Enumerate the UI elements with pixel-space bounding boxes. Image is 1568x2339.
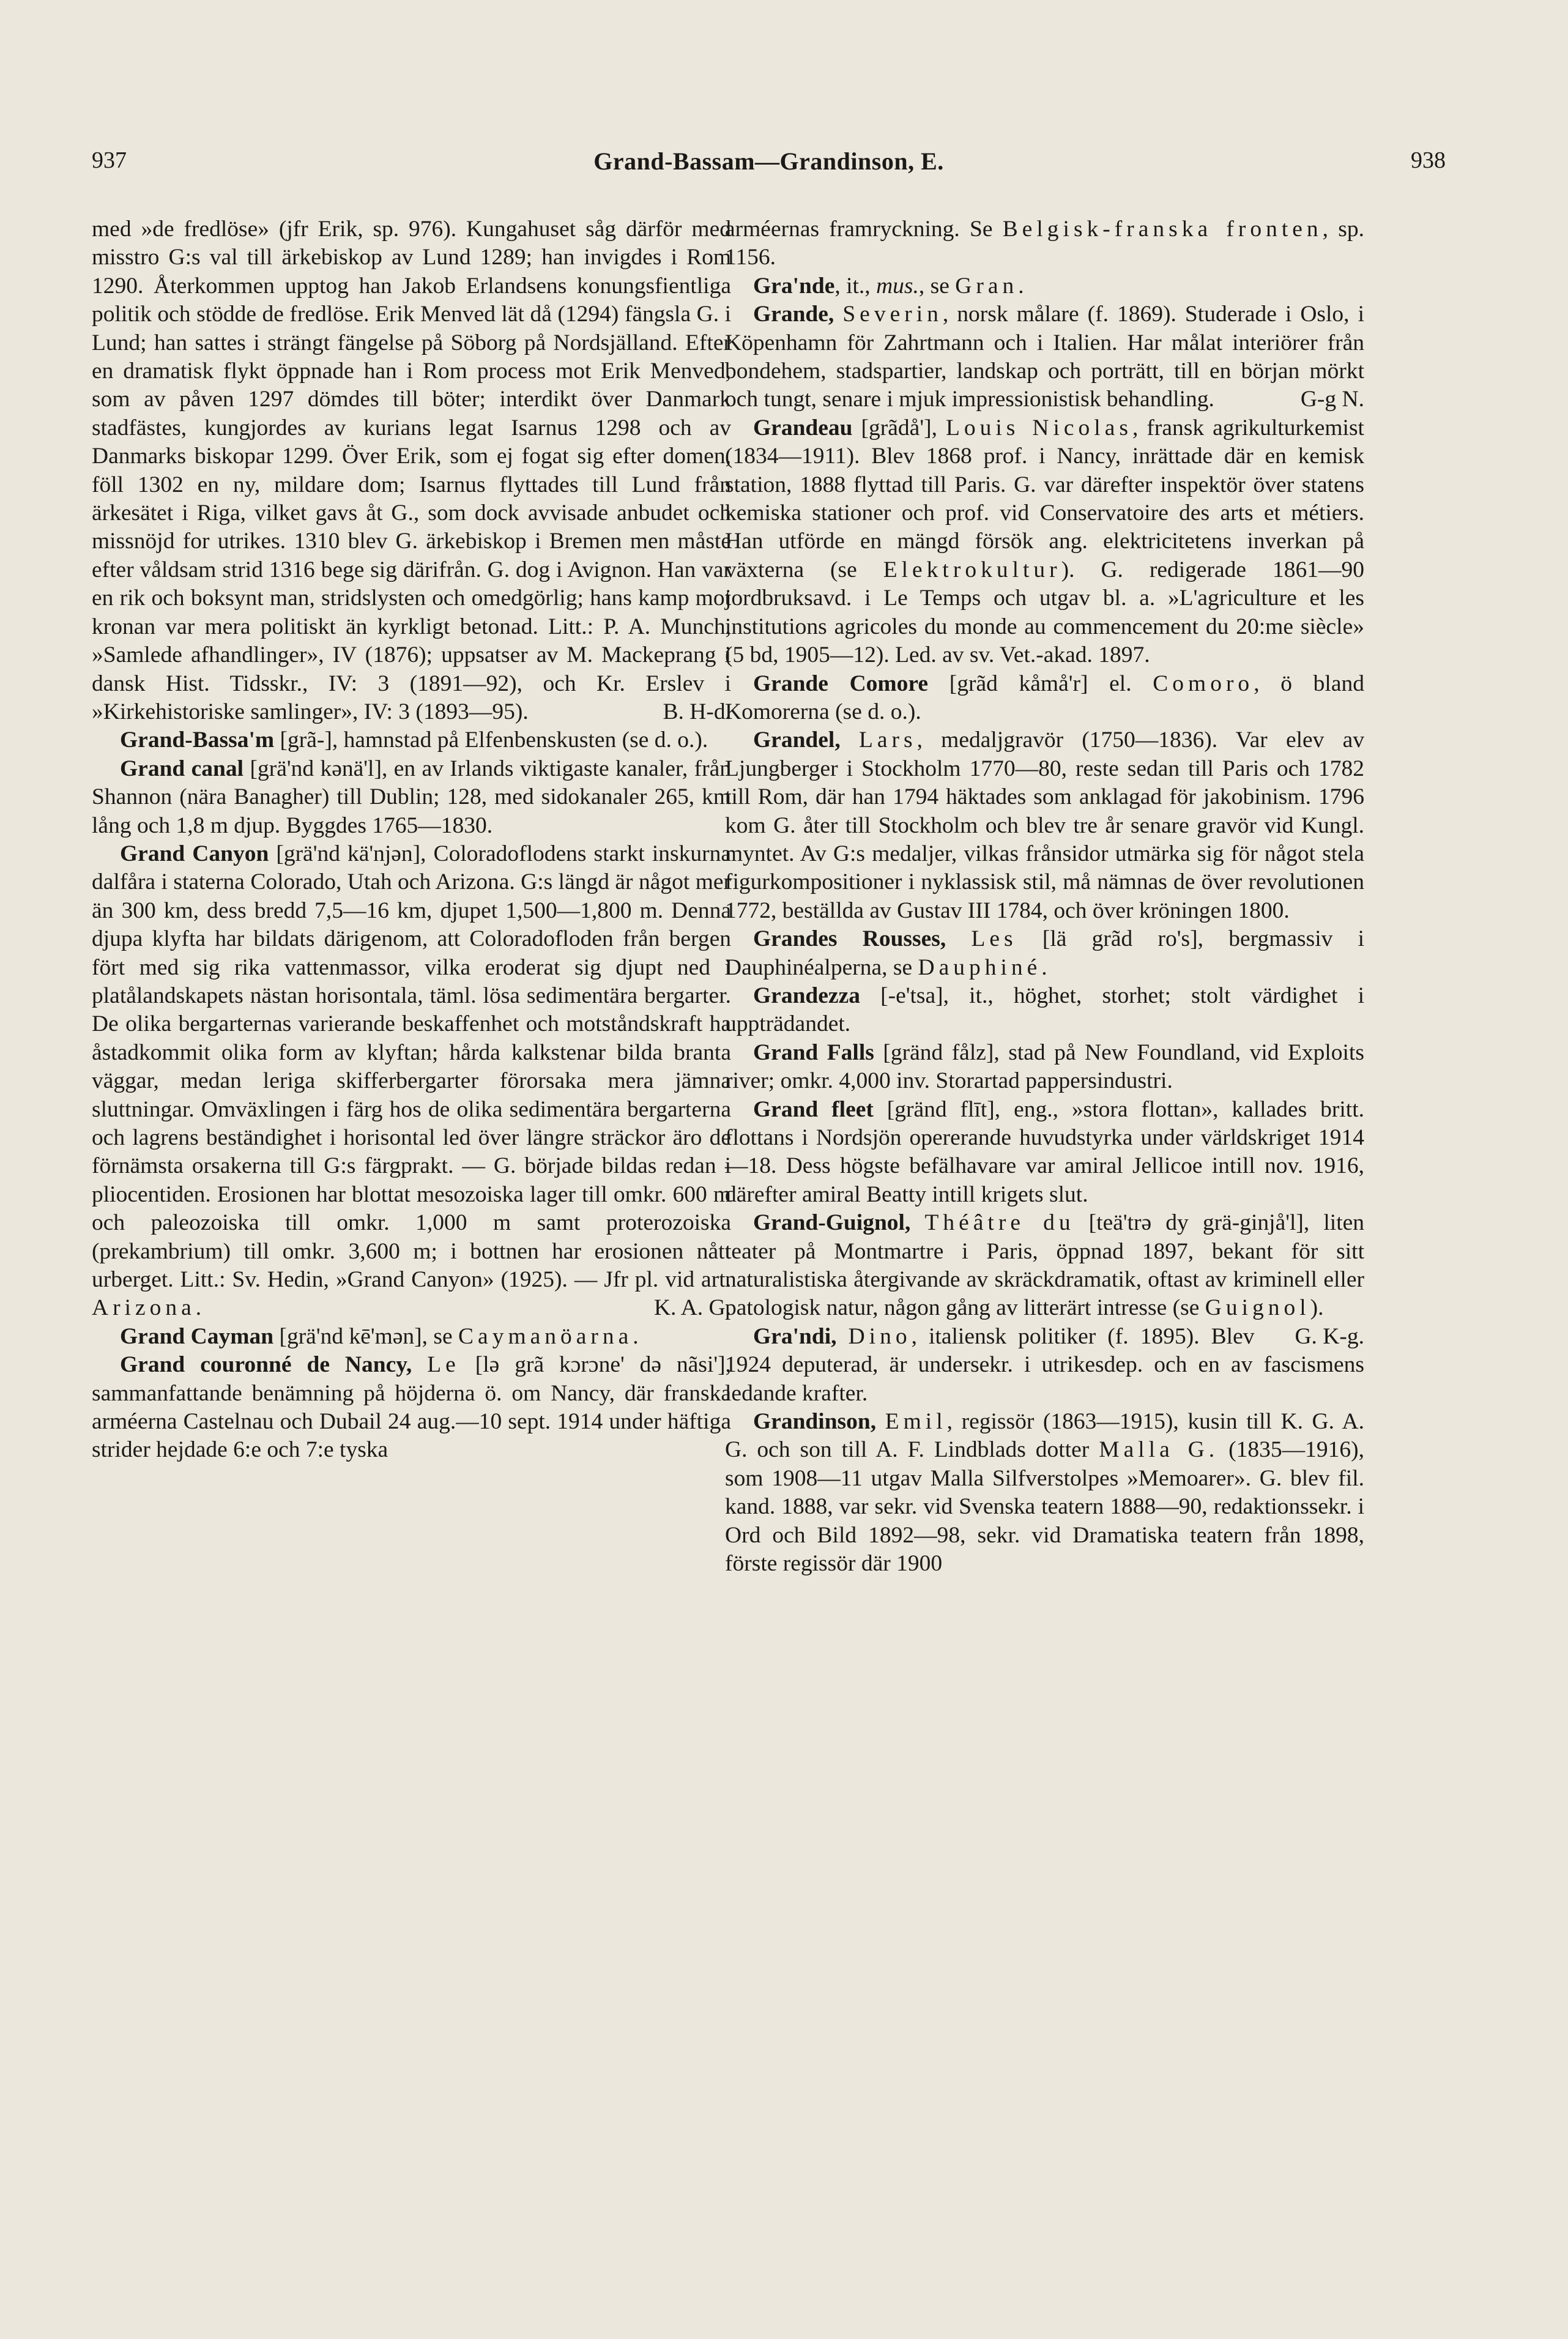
given-name: Théâtre du <box>924 1210 1075 1236</box>
given-name: Emil <box>885 1409 947 1435</box>
running-title: Grand-Bassam—Grandinson, E. <box>593 147 944 175</box>
entry-grande-it: Gra'nde, it., mus., se Gran. <box>753 273 1024 299</box>
entry-grandi: Gra'ndi, Dino, italiensk politiker (f. 1895). Blev 1924 deputerad, är undersekr. i utrikesdep. och en av fascismens ledande krafter. <box>725 1323 1364 1406</box>
entry-grand-couronne: Grand couronné de Nancy, Le [lə grã kɔrɔne' də nãsi'], sammanfattande benämning på höjderna ö. om Nancy, där franska arméerna Castelnau och Dubail 24 aug.—10 sept. 1914 under häftiga strider hejdade 6:e och 7:e tyska <box>92 1352 732 1463</box>
entry-grandeau: Grandeau [grãdå'], Louis Nicolas, fransk agrikulturkemist (1834—1911). Blev 1868 prof. i Nancy, inrättade där en kemisk station, 1888 flyttad till Paris. G. var därefter inspektör över statens kemiska stationer och prof. vid Conservatoire des arts et métiers. Han utförde en mängd försök ang. elektricitetens inverkan på växterna (se Elektrokultur). G. redigerade 1861—90 jordbruksavd. i Le Temps och utgav bl. a. »L'agriculture et les institutions agricoles du monde au commencement du 20:me siècle» (5 bd, 1905—12). Led. av sv. Vet.-akad. 1897. <box>725 415 1364 668</box>
headword: Gra'nde <box>753 273 835 299</box>
right-column <box>725 215 1364 1579</box>
running-header <box>92 147 1446 190</box>
given-name: Lars <box>858 727 917 753</box>
cross-reference: Guignol <box>1205 1295 1310 1321</box>
entry-grand-guignol: Grand-Guignol, Théâtre du [teä'trə dy grä-ginjå'l], liten teater på Montmartre i Paris, öppnad 1897, bekant för sitt naturalistiska återgivande av skräckdramatik, oftast av kriminell eller patologisk natur, någon gång av litterärt intresse (se Guignol). G. K-g. <box>725 1209 1364 1323</box>
entry-grand-falls: Grand Falls [gränd fålz], stad på New Foundland, vid Exploits river; omkr. 4,000 inv. Storartad pappersindustri. <box>725 1039 1364 1094</box>
headword: Gra'ndi, <box>753 1323 837 1349</box>
cross-reference: Comoro <box>1153 671 1254 696</box>
headword: Grand couronné de Nancy, <box>120 1352 412 1378</box>
entry-continuation: arméernas framryckning. Se Belgisk-franska fronten, sp. 1156. <box>725 217 1364 270</box>
headword: Grand-Guignol, <box>753 1210 911 1236</box>
entry-grande-comore: Grande Comore [grãd kåmå'r] el. Comoro, ö bland Komorerna (se d. o.). <box>725 671 1364 724</box>
signature: G. K-g. <box>1295 1323 1364 1349</box>
cross-reference: Arizona <box>92 1295 196 1321</box>
signature: G-g N. <box>1300 387 1364 412</box>
headword: Grande, <box>753 302 834 327</box>
headword: Grandel, <box>753 727 841 753</box>
entry-grandel: Grandel, Lars, medaljgravör (1750—1836). Var elev av Ljungberger i Stockholm 1770—80, reste sedan till Paris och 1782 till Rom, där han 1794 häktades som anklagad för jakobinism. 1796 kom G. åter till Stockholm och blev tre år senare gravör vid Kungl. myntet. Av G:s medaljer, vilkas frånsidor utmärka sig för något stela figurkompositioner i nyklassisk stil, må nämnas de över revolutionen 1772, beställda av Gustav III 1784, och över kröningen 1800. <box>725 727 1365 923</box>
headword: Grand fleet <box>753 1096 874 1122</box>
entry-grand-cayman: Grand Cayman [grä'nd kē'mən], se Caymanöarna. <box>120 1323 639 1349</box>
entry-grand-canal: Grand canal [grä'nd kənä'l], en av Irlands viktigaste kanaler, från Shannon (nära Banagher) till Dublin; 128, med sidokanaler 265, km lång och 1,8 m djup. Byggdes 1765—1830. <box>92 756 731 838</box>
given-name: Le <box>427 1352 460 1378</box>
cross-reference: Caymanöarna <box>458 1323 633 1349</box>
entry-grand-bassam: Grand-Bassa'm [grã-], hamnstad på Elfenbenskusten (se d. o.). <box>120 727 708 753</box>
given-name: Dino <box>848 1323 912 1349</box>
given-name: Severin <box>842 302 943 327</box>
headword: Grand Falls <box>753 1039 874 1065</box>
entry-grand-fleet: Grand fleet [gränd flīt], eng., »stora flottan», kallades britt. flottans i Nordsjön opererande huvudstyrka under världskriget 1914—18. Dess högste befälhavare var amiral Jellicoe intill nov. 1916, därefter amiral Beatty intill krigets slut. <box>725 1096 1364 1207</box>
headword: Grand Canyon <box>120 841 269 866</box>
headword: Grandeau <box>753 415 853 441</box>
entry-grandezza: Grandezza [-e'tsa], it., höghet, storhet; stolt värdighet i uppträdandet. <box>725 983 1364 1037</box>
headword: Grand-Bassa'm <box>120 727 275 753</box>
page-number-left: 937 <box>92 147 127 173</box>
page-number-right: 938 <box>1411 147 1446 173</box>
cross-reference: Elektrokultur <box>883 557 1061 582</box>
headword: Grand canal <box>120 756 244 781</box>
signature: K. A. G. <box>653 1295 731 1321</box>
entry-grandes-rousses: Grandes Rousses, Les [lä grãd ro's], bergmassiv i Dauphinéalperna, se Dauphiné. <box>725 926 1365 980</box>
headword: Grandes Rousses, <box>753 926 946 952</box>
headword: Grandinson, <box>753 1409 877 1435</box>
cross-reference: Malla G. <box>1099 1437 1219 1463</box>
given-name: Les <box>971 926 1017 952</box>
entry-grand-canyon: Grand Canyon [grä'nd kä'njən], Coloradoflodens starkt inskurna dalfåra i staterna Colorado, Utah och Arizona. G:s längd är något mer än 300 km, dess bredd 7,5—16 km, djupet 1,500—1,800 m. Denna djupa klyfta har bildats därigenom, att Coloradofloden från bergen fört med sig rika vattenmassor, vilka eroderat sig djupt ned i platålandskapets nästan horisontala, täml. lösa sedimentära bergarter. De olika bergarternas varierande beskaffenhet och motståndskraft ha åstadkommit olika form av klyftan; hårda kalkstenar bilda branta väggar, medan leriga skifferbergarter förorsaka mera jämna sluttningar. Omväxlingen i färg hos de olika sedimentära bergarterna och lagrens beständighet i horisontal led över längre sträckor äro de förnämsta orsakerna till G:s färgprakt. — G. började bildas redan i pliocentiden. Erosionen har blottat mesozoiska lager till omkr. 600 m och paleozoiska till omkr. 1,000 m samt proterozoiska (prekambrium) till omkr. 3,600 m; i bottnen har erosionen nått urberget. Litt.: Sv. Hedin, »Grand Canyon» (1925). — Jfr pl. vid art. Arizona. K. A. G. <box>92 840 731 1323</box>
entry-grandinson: Grandinson, Emil, regissör (1863—1915), kusin till K. G. A. G. och son till A. F. Lindblads dotter Malla G. (1835—1916), som 1908—11 utgav Malla Silfverstolpes »Memoarer». G. blev fil. kand. 1888, var sekr. vid Svenska teatern 1888—90, redaktionssekr. i Ord och Bild 1892—98, sekr. vid Dramatiska teatern från 1898, förste regissör där 1900 <box>725 1409 1364 1577</box>
cross-reference: Belgisk-franska fronten <box>1002 217 1323 242</box>
headword: Grandezza <box>753 983 860 1008</box>
entry-continuation: med »de fredlöse» (jfr Erik, sp. 976). Kungahuset såg därför med misstro G:s val till ärkebiskop av Lund 1289; han invigdes i Rom 1290. Återkommen upptog han Jakob Erlandsens konungsfientliga politik och stödde de fredlöse. Erik Menved lät då (1294) fängsla G. i Lund; han sattes i strängt fängelse på Söborg på Nordsjälland. Efter en dramatisk flykt öppnade han i Rom process mot Erik Menved, som av påven 1297 dömdes till böter; interdikt över Danmark stadfästes, kungjordes av kurians legat Isarnus 1298 och av Danmarks biskopar 1299. Över Erik, som ej fogat sig efter domen, föll 1302 en ny, mildare dom; Isarnus flyttades till Lund från ärkesätet i Riga, vilket gavs åt G., som dock avvisade anbudet och missnöjd for utrikes. 1310 blev G. ärkebiskop i Bremen men måste efter våldsam strid 1316 bege sig därifrån. G. dog i Avignon. Han var en rik och boksynt man, stridslysten och omedgörlig; hans kamp mot kronan var mera politiskt än kyrkligt betonad. Litt.: P. A. Munch, »Samlede afhandlinger», IV (1876); uppsatser av M. Mackeprang i dansk Hist. Tidsskr., IV: 3 (1891—92), och Kr. Erslev i »Kirkehistoriske samlinger», IV: 3 (1893—95). B. H-d. <box>92 215 731 726</box>
left-column <box>92 215 731 1465</box>
entry-grande-severin: Grande, Severin, norsk målare (f. 1869). Studerade i Oslo, i Köpenhamn för Zahrtmann och i Italien. Har målat interiörer från bondehem, stadspartier, landskap och porträtt, till en början mörkt och tungt, senare i mjuk impressionistisk behandling. G-g N. <box>725 300 1364 414</box>
cross-reference: Gran <box>955 273 1019 299</box>
headword: Grande Comore <box>753 671 929 696</box>
signature: B. H-d. <box>663 699 731 724</box>
given-name: Louis Nicolas <box>945 415 1132 441</box>
cross-reference: Dauphiné <box>918 954 1042 980</box>
headword: Grand Cayman <box>120 1323 274 1349</box>
